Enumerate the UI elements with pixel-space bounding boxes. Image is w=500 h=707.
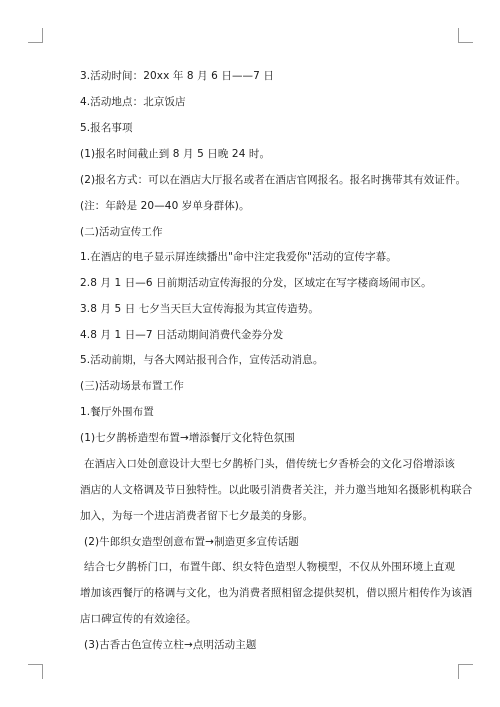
text-line: 1.餐厅外围布置: [80, 406, 154, 418]
paragraph-line: 店口碑宣传的有效途径。: [80, 613, 197, 625]
text-line: (2)报名方式：可以在酒店大厅报名或者在酒店官网报名。报名时携带其有效证件。: [80, 174, 467, 186]
text-line: 5.报名事项: [80, 122, 133, 134]
paragraph-line: 加入，为每一个进店消费者留下七夕最美的身影。: [80, 510, 314, 522]
text-line: (1)报名时间截止到 8 月 5 日晚 24 时。: [80, 148, 271, 160]
paragraph-line: 增加该西餐厅的格调与文化，也为消费者照相留念提供契机，借以照片相传作为该酒: [80, 587, 473, 599]
text-line: (1)七夕鹊桥造型布置→增添餐厅文化特色氛围: [80, 432, 295, 444]
crop-mark-top-left: [28, 28, 43, 43]
paragraph-line: 结合七夕鹊桥门口，布置牛郎、织女特色造型人物模型，不仅从外围环境上直观: [84, 561, 455, 573]
text-line: 5.活动前期，与各大网站报刊合作，宣传活动消息。: [80, 354, 324, 366]
text-line: 2.8 月 1 日—6 日前期活动宣传海报的分发，区域定在写字楼商场闹市区。: [80, 277, 432, 289]
paragraph-line: 酒店的人文格调及节日独特性。以此吸引消费者关注，并力邀当地知名摄影机构联合: [80, 484, 473, 496]
text-line: (3)古香古色宣传立柱→点明活动主题: [84, 639, 257, 651]
crop-mark-bottom-left: [28, 664, 43, 679]
paragraph-line: 在酒店入口处创意设计大型七夕鹊桥门头，借传统七夕香桥会的文化习俗增添该: [84, 458, 455, 470]
text-line: 3.活动时间：20xx 年 8 月 6 日——7 日: [80, 70, 274, 82]
section-heading: (三)活动场景布置工作: [80, 380, 184, 392]
text-line: (注：年龄是 20—40 岁单身群体)。: [80, 200, 250, 212]
text-line: 4.活动地点：北京饭店: [80, 96, 186, 108]
text-line: 4.8 月 1 日—7 日活动期间消费代金券分发: [80, 329, 284, 341]
section-heading: (二)活动宣传工作: [80, 226, 163, 238]
text-line: (2)牛郎织女造型创意布置→制造更多宣传话题: [84, 536, 299, 548]
crop-mark-bottom-right: [458, 664, 473, 679]
text-line: 1.在酒店的电子显示屏连续播出"命中注定我爱你"活动的宣传字幕。: [80, 251, 397, 263]
crop-mark-top-right: [458, 28, 473, 43]
text-line: 3.8 月 5 日 七夕当天巨大宣传海报为其宣传造势。: [80, 303, 319, 315]
